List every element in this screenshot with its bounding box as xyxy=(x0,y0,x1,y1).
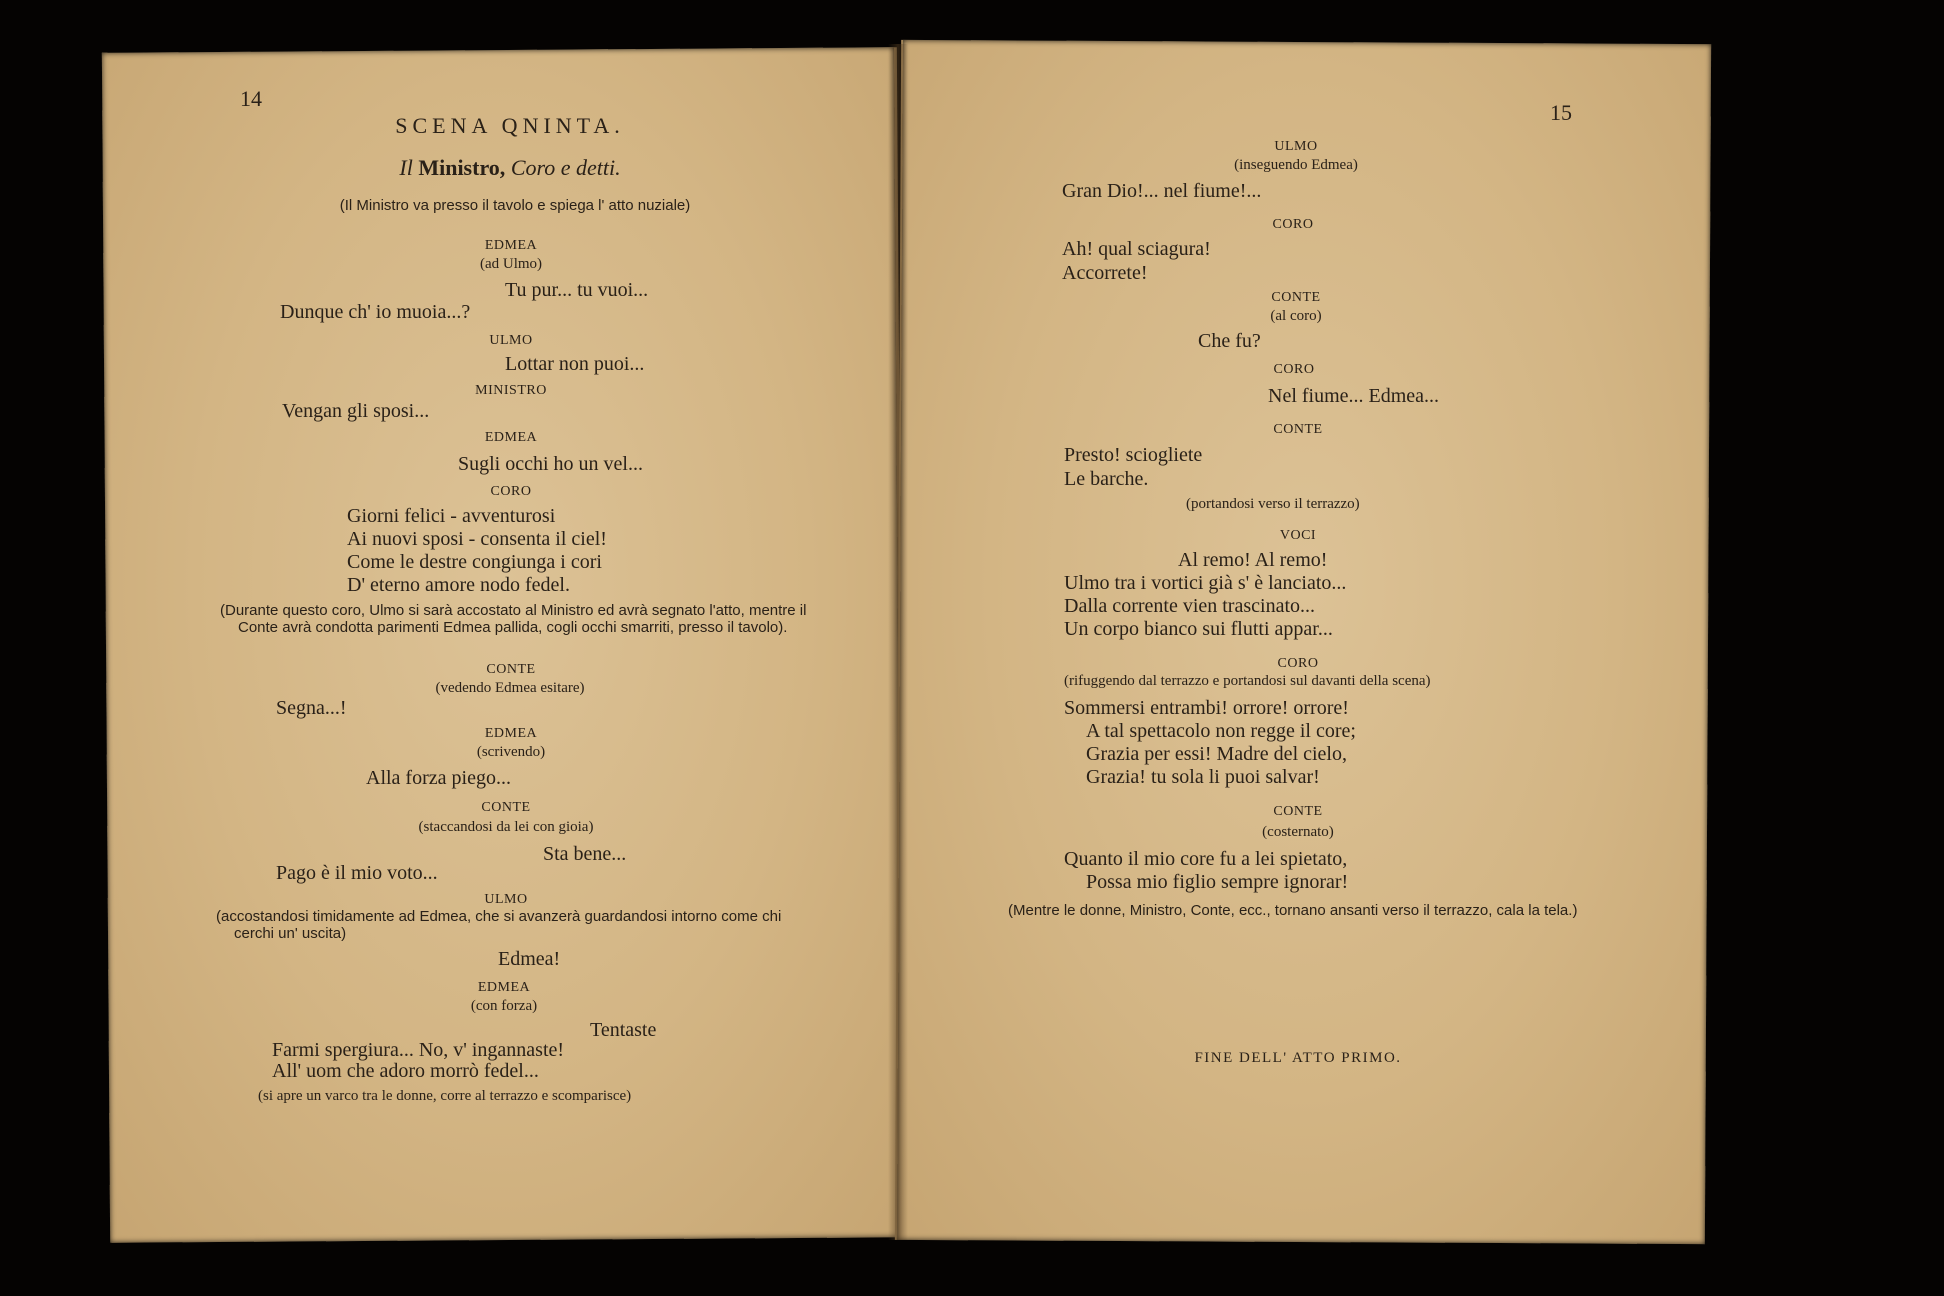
stage-direction-block: (Durante questo coro, Ulmo si sarà accostato al Ministro ed avrà segnato l'atto, mentre il Conte avrà condotta parimenti Edmea pallida, cogli occhi smarriti, presso il tavolo). xyxy=(220,602,807,636)
verse-line: Che fu? xyxy=(1198,330,1261,352)
speaker-name: CONTE xyxy=(1273,804,1323,819)
stage-direction-block: (accostandosi timidamente ad Edmea, che si avanzerà guardandosi intorno come chi cerchi un' uscita) xyxy=(216,908,782,942)
speaker-name: CONTE xyxy=(1271,290,1321,305)
speaker-name: EDMEA xyxy=(477,980,531,995)
verse-line: Tentaste xyxy=(590,1019,657,1041)
verse-line: Sugli occhi ho un vel... xyxy=(458,453,643,475)
speaker-name: CONTE xyxy=(486,662,536,677)
verse-line: Al remo! Al remo! xyxy=(1178,549,1328,571)
stage-direction: (al coro) xyxy=(1270,308,1322,324)
verse-line: Sta bene... xyxy=(543,843,627,865)
page-number-right: 15 xyxy=(1550,100,1572,125)
speaker-name: ULMO xyxy=(489,333,533,348)
verse-line: Edmea! xyxy=(498,948,561,970)
verse-line: Alla forza piego... xyxy=(366,767,511,789)
voci-line: Un corpo bianco sui flutti appar... xyxy=(1064,618,1333,640)
speaker-name: MINISTRO xyxy=(475,383,547,398)
verse-line: Farmi spergiura... No, v' ingannaste! xyxy=(272,1039,565,1061)
coro-line: Grazia! tu sola li puoi salvar! xyxy=(1086,766,1320,788)
voci-line: Ulmo tra i vortici già s' è lanciato... xyxy=(1064,572,1347,594)
speaker-name: CONTE xyxy=(481,800,531,815)
stage-direction: (con forza) xyxy=(470,998,538,1014)
speaker-name: CORO xyxy=(1273,362,1315,377)
speaker-name: CORO xyxy=(490,484,532,499)
chorus-line: D' eterno amore nodo fedel. xyxy=(347,574,570,596)
verse-line: Quanto il mio core fu a lei spietato, xyxy=(1064,848,1348,870)
subtitle-minister: Ministro, xyxy=(418,155,506,180)
stage-direction: (scrivendo) xyxy=(476,744,546,760)
speaker-name: CONTE xyxy=(1273,422,1323,437)
verse-line: Segna...! xyxy=(276,697,347,719)
stage-direction: (staccandosi da lei con gioia) xyxy=(418,819,594,835)
stage-direction: (Il Ministro va presso il tavolo e spiega l' atto nuziale) xyxy=(339,197,691,214)
book-gutter xyxy=(888,44,908,1240)
verse-line: Ah! qual sciagura! xyxy=(1062,238,1211,260)
verse-line: Presto! sciogliete xyxy=(1064,444,1203,466)
coro-line: Grazia per essi! Madre del cielo, xyxy=(1086,743,1347,765)
verse-line: Sommersi entrambi! orrore! orrore! xyxy=(1064,697,1349,719)
page-number-left: 14 xyxy=(240,86,262,111)
voci-line: Dalla corrente vien trascinato... xyxy=(1064,595,1315,617)
verse-line: Possa mio figlio sempre ignorar! xyxy=(1086,871,1349,893)
speaker-name: CORO xyxy=(1272,217,1314,232)
stage-direction: (rifuggendo dal terrazzo e portandosi sul davanti della scena) xyxy=(1064,673,1431,689)
verse-line: Nel fiume... Edmea... xyxy=(1268,385,1440,407)
verse-line: Pago è il mio voto... xyxy=(276,862,438,884)
speaker-name: CORO xyxy=(1277,656,1319,671)
stage-direction: (vedendo Edmea esitare) xyxy=(435,680,585,696)
verse-line: Lottar non puoi... xyxy=(505,353,645,375)
chorus-line: Come le destre congiunga i cori xyxy=(347,551,602,573)
speaker-name: EDMEA xyxy=(484,726,538,741)
verse-line: Accorrete! xyxy=(1062,262,1148,284)
verse-line: Gran Dio!... nel fiume!... xyxy=(1062,180,1262,202)
scene-title: SCENA QNINTA. xyxy=(395,113,625,138)
subtitle-part: Il xyxy=(399,155,413,180)
verse-line: Vengan gli sposi... xyxy=(282,400,430,422)
verse-line: Tu pur... tu vuoi... xyxy=(505,279,649,301)
stage-direction: (portandosi verso il terrazzo) xyxy=(1186,496,1360,512)
end-of-act: FINE DELL' ATTO PRIMO. xyxy=(1194,1050,1402,1066)
verse-line: Dunque ch' io muoia...? xyxy=(280,301,471,323)
chorus-line: Giorni felici - avventurosi xyxy=(347,505,556,527)
stage-direction: (ad Ulmo) xyxy=(479,256,543,272)
speaker-name: ULMO xyxy=(484,892,528,907)
chorus-line: Ai nuovi sposi - consenta il ciel! xyxy=(347,528,607,550)
speaker-name: EDMEA xyxy=(484,238,538,253)
stage-direction: (si apre un varco tra le donne, corre al terrazzo e scomparisce) xyxy=(258,1088,632,1104)
speaker-name: EDMEA xyxy=(484,430,538,445)
scene-subtitle xyxy=(330,155,690,181)
stage-direction: (costernato) xyxy=(1262,824,1334,840)
stage-direction-block: (Mentre le donne, Ministro, Conte, ecc., tornano ansanti verso il terrazzo, cala la tela.) xyxy=(1008,902,1578,919)
verse-line: All' uom che adoro morrò fedel... xyxy=(272,1060,539,1082)
coro-line: A tal spettacolo non regge il core; xyxy=(1086,720,1356,742)
speaker-name: VOCI xyxy=(1279,528,1317,543)
subtitle-part: Coro e detti. xyxy=(510,155,621,180)
speaker-name: ULMO xyxy=(1274,139,1318,154)
verse-line: Le barche. xyxy=(1064,468,1149,490)
stage-direction: (inseguendo Edmea) xyxy=(1234,157,1358,173)
